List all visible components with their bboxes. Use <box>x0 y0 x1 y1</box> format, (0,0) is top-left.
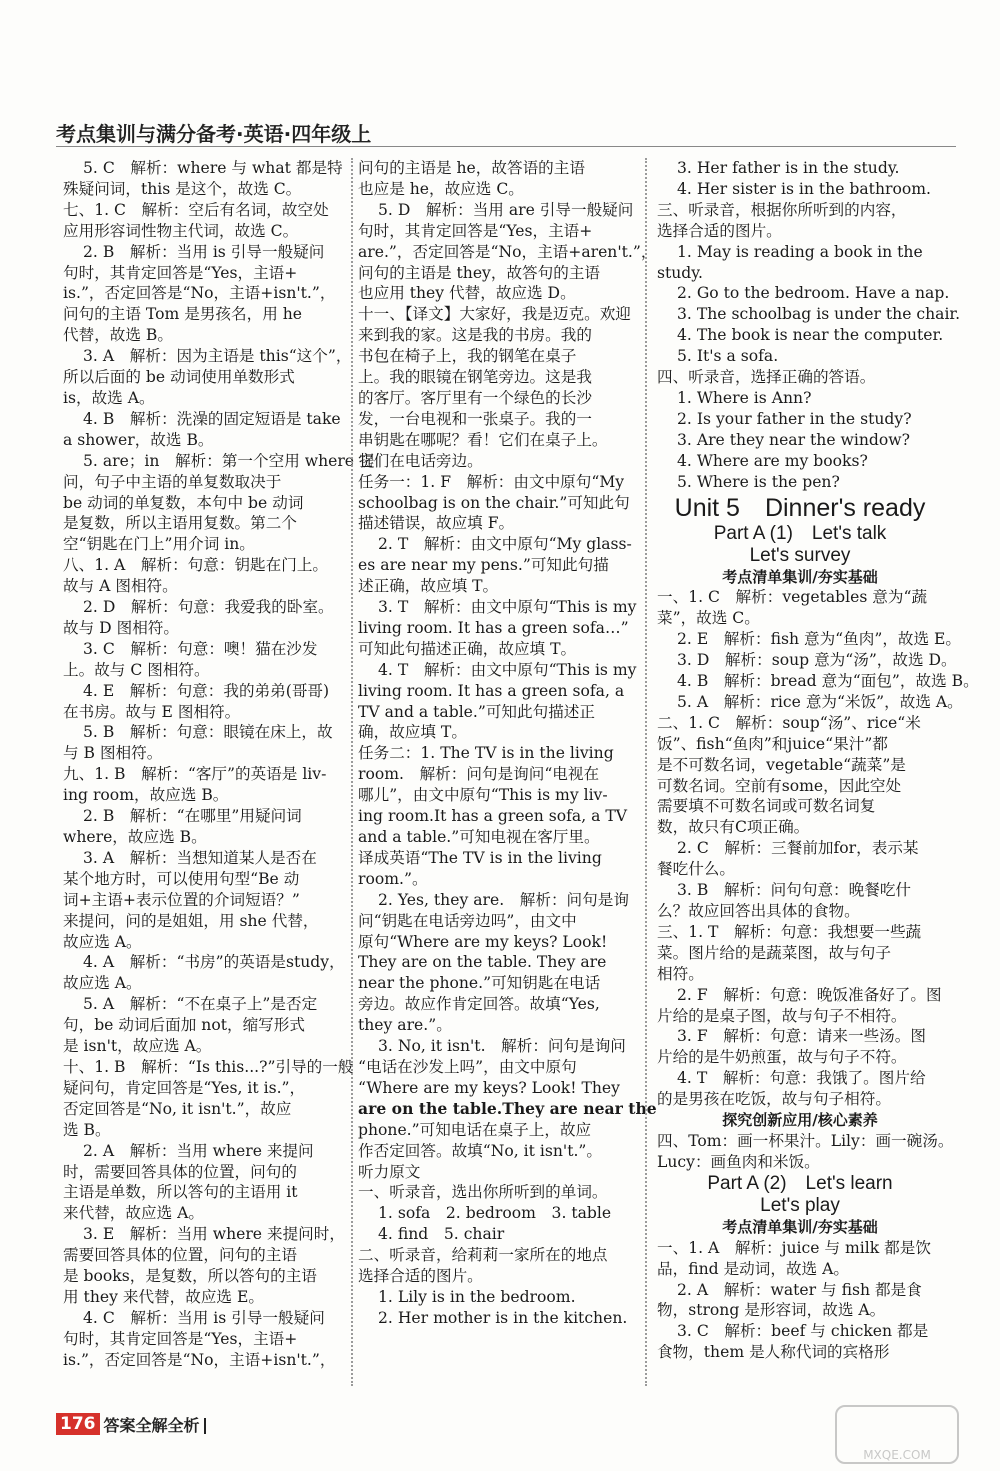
text-line: 2. C 解析：三餐前加for，表示某 <box>677 839 919 858</box>
text-line: 是 books，是复数，所以答句的主语 <box>63 1267 317 1286</box>
text-line: room. 解析：问句是询问“电视在 <box>358 765 600 784</box>
text-line: 来到我的家。这是我的书房。我的 <box>358 326 592 345</box>
text-line: 疑问句，肯定回答是“Yes, it is.”， <box>63 1078 306 1097</box>
text-line: 4. A 解析：“书房”的英语是study， <box>83 953 345 972</box>
text-line: 2. F 解析：句意：晚饭准备好了。图 <box>677 985 942 1004</box>
column-middle <box>358 158 657 1329</box>
text-line: are on the table.They are near the <box>358 1098 657 1118</box>
text-line: 十、1. B 解析：“Is this...?”引导的一般 <box>63 1057 354 1076</box>
text-line: 4. The book is near the computer. <box>677 326 944 345</box>
text-line: living room. It has a green sofa…” <box>358 618 629 637</box>
text-line: 3. F 解析：句意：请来一些汤。图 <box>677 1027 926 1046</box>
text-line: 探究创新应用/核心素养 <box>722 1111 878 1130</box>
text-line: 四、听录音，选择正确的答语。 <box>657 368 876 387</box>
text-line: they are.”。 <box>358 1016 452 1035</box>
text-line: where，故应选 B。 <box>63 828 207 846</box>
text-line: are.”，否定回答是“No，主语+aren't.”， <box>358 242 657 261</box>
text-line: 食物，them 是人称代词的宾格形 <box>657 1343 890 1362</box>
text-line: 3. D 解析：soup 意为“汤”，故选 D。 <box>677 651 957 670</box>
text-line: 2. T 解析：由文中原句“My glass- <box>378 535 632 554</box>
text-line: Part A (2) Let's learn <box>707 1172 893 1194</box>
text-line: 与 B 图相符。 <box>63 744 163 763</box>
text-line: 品，find 是动词，故选 A。 <box>657 1259 849 1278</box>
text-line: 哪儿”，由文中原句“This is my liv- <box>358 786 608 805</box>
text-line: 3. A 解析：当想知道某人是否在 <box>83 848 317 867</box>
text-line: 2. A 解析：water 与 fish 都是食 <box>677 1280 922 1299</box>
text-line: 任务一：1. F 解析：由文中原句“My <box>358 472 625 491</box>
text-line: 一、1. A 解析：juice 与 milk 都是饮 <box>657 1238 931 1257</box>
text-line: 空“钥匙在门上”用介词 in。 <box>63 535 255 554</box>
text-line: 考点清单集训/夯实基础 <box>722 567 878 586</box>
text-line: TV and a table.”可知此句描述正 <box>358 702 595 721</box>
text-line: 2. A 解析：当用 where 来提问 <box>83 1141 314 1160</box>
text-line: ing room.It has a green sofa, a TV <box>358 807 628 826</box>
text-line: 考点清单集训/夯实基础 <box>722 1217 878 1236</box>
text-line: 七、1. C 解析：空后有名词，故空处 <box>63 200 329 219</box>
text-line: 来代替，故应选 A。 <box>63 1204 204 1223</box>
text-line: 4. T 解析：句意：我饿了。图片给 <box>677 1069 926 1088</box>
text-line: 需要填不可数名词或可数名词复 <box>657 797 876 816</box>
text-line: 确，故应填 T。 <box>358 723 467 742</box>
text-line: 八、1. A 解析：句意：钥匙在门上。 <box>63 556 329 575</box>
text-line: 1. sofa 2. bedroom 3. table <box>378 1204 612 1223</box>
header-rule <box>56 146 956 147</box>
text-line: 串钥匙在哪呢？看！它们在桌子上。 <box>358 430 608 449</box>
text-line: 问句的主语是 they，故答句的主语 <box>358 263 601 282</box>
text-line: 3. Her father is in the study. <box>677 159 900 177</box>
text-line: room.”。 <box>358 869 428 888</box>
text-line: 任务二：1. The TV is in the living <box>358 744 614 763</box>
text-line: 2. D 解析：句意：我爱我的卧室。 <box>83 598 334 617</box>
text-line: 的客厅。客厅里有一个绿色的长沙 <box>358 388 592 407</box>
text-line: 句时，其肯定回答是“Yes，主语+ <box>63 263 298 282</box>
text-line: 选择合适的图片。 <box>657 221 782 240</box>
column-right <box>657 158 979 1363</box>
text-line: 选 B。 <box>63 1120 111 1139</box>
footer-label: 答案全解全析 <box>104 1413 206 1436</box>
text-line: 书包在椅子上，我的钢笔在桌子 <box>358 347 577 366</box>
text-line: 原句“Where are my keys? Look! <box>358 932 608 951</box>
text-line: 菜”，故选 C。 <box>657 609 760 628</box>
running-header: 考点集训与满分备考·英语·四年级上 <box>56 122 372 146</box>
text-line: 旁边。故应作肯定回答。故填“Yes, <box>358 995 600 1014</box>
text-line: 2. B 解析：“在哪里”用疑问词 <box>83 807 302 826</box>
text-line: 描述错误，故应填 F。 <box>358 514 515 533</box>
text-line: 也应用 they 代替，故应选 D。 <box>358 284 576 303</box>
text-line: Let's survey <box>749 544 851 566</box>
column-left <box>63 158 375 1371</box>
text-line: es are near my pens.”可知此句描 <box>358 556 609 575</box>
column-divider <box>645 158 647 1386</box>
text-line: 问句的主语 Tom 是男孩名，用 he <box>63 305 303 324</box>
text-line: study. <box>657 263 703 282</box>
text-line: 4. B 解析：bread 意为“面包”，故选 B。 <box>677 672 979 691</box>
text-line: 一、1. C 解析：vegetables 意为“蔬 <box>657 588 928 607</box>
text-line: 1. Where is Ann? <box>677 388 812 407</box>
text-line: 物，strong 是形容词，故选 A。 <box>657 1301 886 1320</box>
text-line: 4. C 解析：当用 is 引导一般疑问 <box>83 1308 325 1327</box>
text-line: 故应选 A。 <box>63 932 142 951</box>
text-line: 4. B 解析：洗澡的固定短语是 take <box>83 409 341 428</box>
text-line: 5. A 解析：“不在桌子上”是否定 <box>83 995 318 1014</box>
text-line: 5. It's a sofa. <box>677 347 779 366</box>
text-line: 四、Tom：画一杯果汁。Lily：画一碗汤。 <box>657 1131 954 1150</box>
text-line: phone.”可知电话在桌子上，故应 <box>358 1120 592 1139</box>
text-line: 1. Lily is in the bedroom. <box>378 1287 576 1306</box>
text-line: 否定回答是“No, it isn't.”，故应 <box>63 1099 292 1118</box>
text-line: 九、1. B 解析：“客厅”的英语是 liv- <box>63 765 327 784</box>
text-line: be 动词的单复数，本句中 be 动词 <box>63 493 304 512</box>
text-line: 上。我的眼镜在钢笔旁边。这是我 <box>358 368 592 387</box>
text-line: Unit 5 Dinner's ready <box>674 493 926 522</box>
text-line: 译成英语“The TV is in the living <box>358 848 602 867</box>
text-line: 时，需要回答具体的位置，问句的 <box>63 1162 297 1181</box>
text-line: 来提问，问的是姐姐，用 she 代替， <box>63 911 319 930</box>
text-line: 上。故与 C 图相符。 <box>63 660 210 679</box>
text-line: 问，句子中主语的单复数取决于 <box>63 472 282 491</box>
text-line: 一、听录音，选出你所听到的单词。 <box>358 1183 608 1202</box>
text-line: 2. B 解析：当用 is 引导一般疑问 <box>83 242 325 261</box>
text-line: 句时，其肯定回答是“Yes，主语+ <box>358 221 593 240</box>
text-line: 在书房。故与 E 图相符。 <box>63 702 241 721</box>
text-line: 2. Go to the bedroom. Have a nap. <box>677 284 950 303</box>
text-line: Part A (1) Let's talk <box>713 522 887 544</box>
text-line: 5. C 解析：where 与 what 都是特 <box>83 159 343 177</box>
text-line: 殊疑问词，this 是这个，故选 C。 <box>63 179 302 198</box>
text-line: 4. Where are my books? <box>677 451 868 470</box>
text-line: 2. Is your father in the study? <box>677 409 912 428</box>
text-line: 是 isn't，故应选 A。 <box>63 1037 212 1056</box>
text-line: 二、1. C 解析：soup“汤”、rice“米 <box>657 713 921 732</box>
text-line: 句时，其肯定回答是“Yes，主语+ <box>63 1329 298 1348</box>
text-line: 故与 D 图相符。 <box>63 618 179 637</box>
text-line: a shower，故选 B。 <box>63 430 214 449</box>
text-line: 3. E 解析：当用 where 来提问时， <box>83 1225 345 1244</box>
text-line: 5. D 解析：当用 are 引导一般疑问 <box>378 200 634 219</box>
text-line: “Where are my keys? Look! They <box>358 1078 620 1097</box>
text-line: 菜。图片给的是蔬菜图，故与句子 <box>657 943 891 962</box>
text-line: 十一、【译文】大家好，我是迈克。欢迎 <box>358 305 631 324</box>
text-line: 句，be 动词后面加 not，缩写形式 <box>63 1016 305 1035</box>
text-line: Lucy：画鱼肉和米饭。 <box>657 1152 820 1171</box>
text-line: 相符。 <box>657 964 704 983</box>
text-line: 故与 A 图相符。 <box>63 577 178 596</box>
text-line: Let's play <box>760 1194 840 1216</box>
text-line: 4. Her sister is in the bathroom. <box>677 179 931 198</box>
text-line: They are on the table. They are <box>358 953 607 972</box>
text-line: 饭”、fish“鱼肉”和juice“果汁”都 <box>657 734 888 753</box>
text-line: 它们在电话旁边。 <box>358 451 483 470</box>
text-line: is，故选 A。 <box>63 388 155 407</box>
text-line: 的是男孩在吃饭，故与句子相符。 <box>657 1090 891 1109</box>
text-line: 餐吃什么。 <box>657 860 735 879</box>
text-line: 也应是 he，故应选 C。 <box>358 179 524 198</box>
text-line: 述正确，故应填 T。 <box>358 577 499 596</box>
text-line: 片给的是桌子图，故与句子不相符。 <box>657 1006 907 1025</box>
text-line: 代替，故选 B。 <box>63 326 173 345</box>
text-line: 5. A 解析：rice 意为“米饭”，故选 A。 <box>677 692 963 711</box>
text-line: ing room，故应选 B。 <box>63 786 229 805</box>
text-line: 应用形容词性物主代词，故选 C。 <box>63 221 299 240</box>
text-line: 可知此句描述正确，故应填 T。 <box>358 639 577 658</box>
text-line: and a table.”可知电视在客厅里。 <box>358 828 600 846</box>
text-line: 需要回答具体的位置，问句的主语 <box>63 1246 297 1265</box>
text-line: 么？故应回答出具体的食物。 <box>657 902 860 920</box>
text-line: 5. are；in 解析：第一个空用 where 提 <box>83 451 375 470</box>
text-line: 4. T 解析：由文中原句“This is my <box>378 660 637 679</box>
text-line: 3. The schoolbag is under the chair. <box>677 305 961 324</box>
text-line: 二、听录音，给莉莉一家所在的地点 <box>358 1246 608 1265</box>
text-line: 是不可数名词，vegetable“蔬菜”是 <box>657 755 906 774</box>
text-line: near the phone.”可知钥匙在电话 <box>358 974 601 993</box>
text-line: 数，故只有C项正确。 <box>657 818 810 837</box>
text-line: 3. C 解析：句意：噢！猫在沙发 <box>83 639 318 658</box>
text-line: schoolbag is on the chair.”可知此句 <box>358 493 630 512</box>
text-line: 作否定回答。故填“No, it isn't.”。 <box>358 1141 602 1160</box>
text-line: 听力原文 <box>358 1162 421 1181</box>
text-line: living room. It has a green sofa, a <box>358 681 625 700</box>
text-line: 2. Yes, they are. 解析：问句是询 <box>378 890 629 909</box>
text-line: 片给的是牛奶煎蛋，故与句子不符。 <box>657 1048 907 1067</box>
text-line: 2. Her mother is in the kitchen. <box>378 1308 628 1327</box>
text-line: 3. Are they near the window? <box>677 430 910 449</box>
text-line: is.”，否定回答是“No，主语+isn't.”， <box>63 284 336 303</box>
column-divider <box>351 158 353 1386</box>
text-line: 用 they 来代替，故应选 E。 <box>63 1287 264 1306</box>
text-line: 某个地方时，可以使用句型“Be 动 <box>63 869 300 888</box>
text-line: 3. C 解析：beef 与 chicken 都是 <box>677 1322 929 1341</box>
text-line: 问句的主语是 he，故答语的主语 <box>358 159 585 177</box>
text-line: 1. May is reading a book in the <box>677 242 923 261</box>
text-line: 三、1. T 解析：句意：我想要一些蔬 <box>657 922 922 941</box>
text-line: 4. find 5. chair <box>378 1225 505 1244</box>
text-line: “电话在沙发上吗”，由文中原句 <box>358 1057 577 1076</box>
text-line: 3. No, it isn't. 解析：问句是询问 <box>378 1037 626 1056</box>
text-line: 可数名词。空前有some，因此空处 <box>657 776 902 795</box>
text-line: 主语是单数，所以答句的主语用 it <box>63 1183 298 1202</box>
text-line: is.”，否定回答是“No，主语+isn't.”， <box>63 1350 336 1369</box>
text-line: 词+主语+表示位置的介词短语？” <box>63 890 300 909</box>
text-line: 2. E 解析：fish 意为“鱼肉”，故选 E。 <box>677 630 962 649</box>
watermark-logo: MXQE.COM <box>835 1405 959 1464</box>
text-line: 所以后面的 be 动词使用单数形式 <box>63 368 295 387</box>
text-line: 3. A 解析：因为主语是 this“这个”， <box>83 347 352 366</box>
page-footer <box>56 1413 206 1435</box>
text-line: 故应选 A。 <box>63 974 142 993</box>
text-line: 3. T 解析：由文中原句“This is my <box>378 598 637 617</box>
text-line: 选择合适的图片。 <box>358 1267 483 1286</box>
text-line: 3. B 解析：问句句意：晚餐吃什 <box>677 881 912 900</box>
text-line: 发，一台电视和一张桌子。我的一 <box>358 409 592 428</box>
text-line: 是复数，所以主语用复数。第二个 <box>63 514 297 533</box>
text-line: 5. Where is the pen? <box>677 472 840 491</box>
text-line: 问“钥匙在电话旁边吗”，由文中 <box>358 911 577 930</box>
text-line: 5. B 解析：句意：眼镜在床上，故 <box>83 723 333 742</box>
text-line: 4. E 解析：句意：我的弟弟(哥哥) <box>83 681 330 700</box>
text-line: 三、听录音，根据你所听到的内容， <box>657 200 907 219</box>
page-number: 176 <box>56 1413 100 1435</box>
